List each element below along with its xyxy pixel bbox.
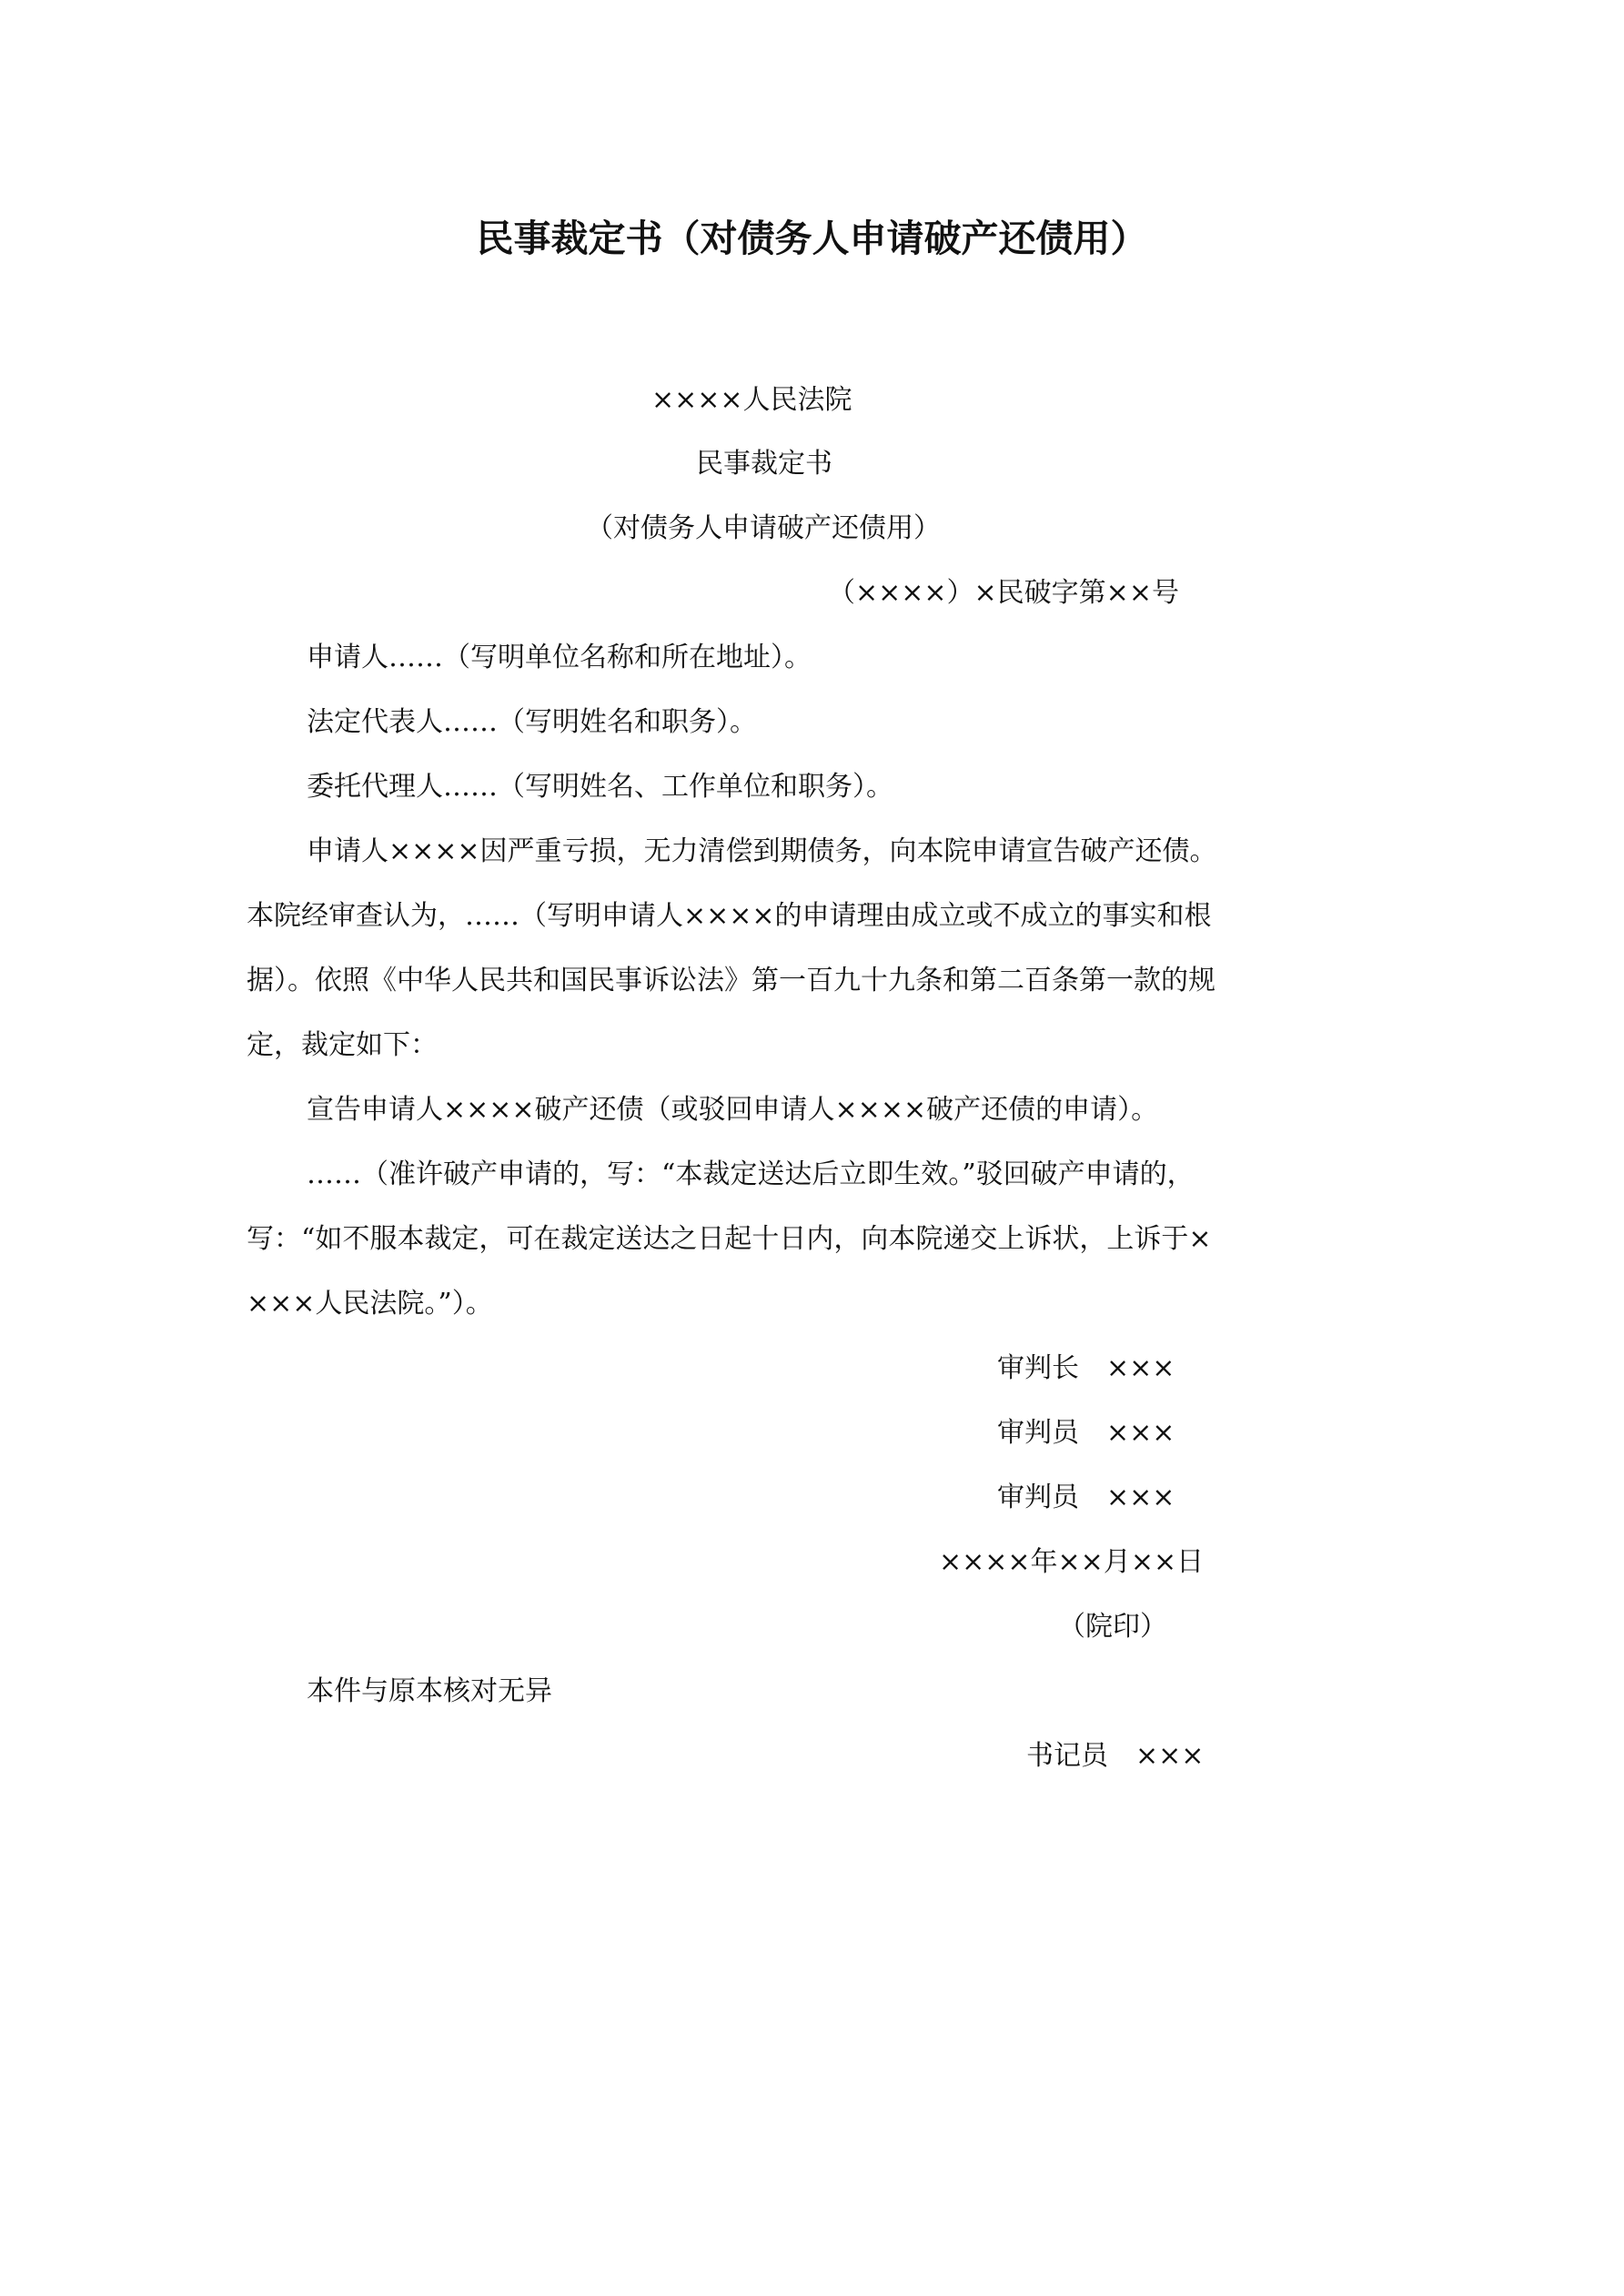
ruling-date: ××××年××月××日 — [939, 1546, 1205, 1578]
party-legal-representative: 法定代表人……（写明姓名和职务）。 — [307, 706, 757, 738]
paragraph1-line: 本院经审查认为，……（写明申请人××××的申请理由成立或不成立的事实和根 — [247, 900, 1212, 932]
document-subtitle: （对债务人申请破产还债用） — [586, 512, 941, 544]
paragraph1-line: 申请人××××因严重亏损，无力清偿到期债务，向本院申请宣告破产还债。 — [307, 835, 1217, 867]
paragraph2-line: ×××人民法院。”）。 — [247, 1288, 493, 1320]
court-name: ××××人民法院 — [651, 384, 852, 416]
party-agent: 委托代理人……（写明姓名、工作单位和职务）。 — [307, 771, 893, 803]
paragraph1-line: 定，裁定如下： — [247, 1029, 438, 1061]
document-title: 民事裁定书（对债务人申请破产还债用） — [476, 217, 1148, 260]
paragraph2-line: ……（准许破产申请的，写：“本裁定送达后立即生效。”驳回破产申请的， — [307, 1158, 1195, 1190]
ruling-text: 宣告申请人××××破产还债（或驳回申请人××××破产还债的申请）。 — [307, 1094, 1159, 1126]
paragraph1-line: 据）。依照《中华人民共和国民事诉讼法》第一百九十九条和第二百条第一款的规 — [247, 965, 1215, 996]
signature-presiding-judge: 审判长 ××× — [997, 1352, 1175, 1384]
verification-note: 本件与原本核对无异 — [307, 1675, 552, 1707]
party-applicant: 申请人……（写明单位名称和所在地址）。 — [307, 642, 812, 673]
signature-judge: 审判员 ××× — [997, 1482, 1175, 1513]
case-number: （××××）×民破字第××号 — [828, 577, 1179, 609]
signature-judge: 审判员 ××× — [997, 1417, 1175, 1449]
paragraph2-line: 写：“如不服本裁定，可在裁定送达之日起十日内，向本院递交上诉状，上诉于× — [247, 1223, 1212, 1255]
court-seal: （院印） — [1058, 1611, 1167, 1643]
clerk-signature: 书记员 ××× — [1026, 1740, 1205, 1772]
document-type: 民事裁定书 — [696, 448, 832, 480]
